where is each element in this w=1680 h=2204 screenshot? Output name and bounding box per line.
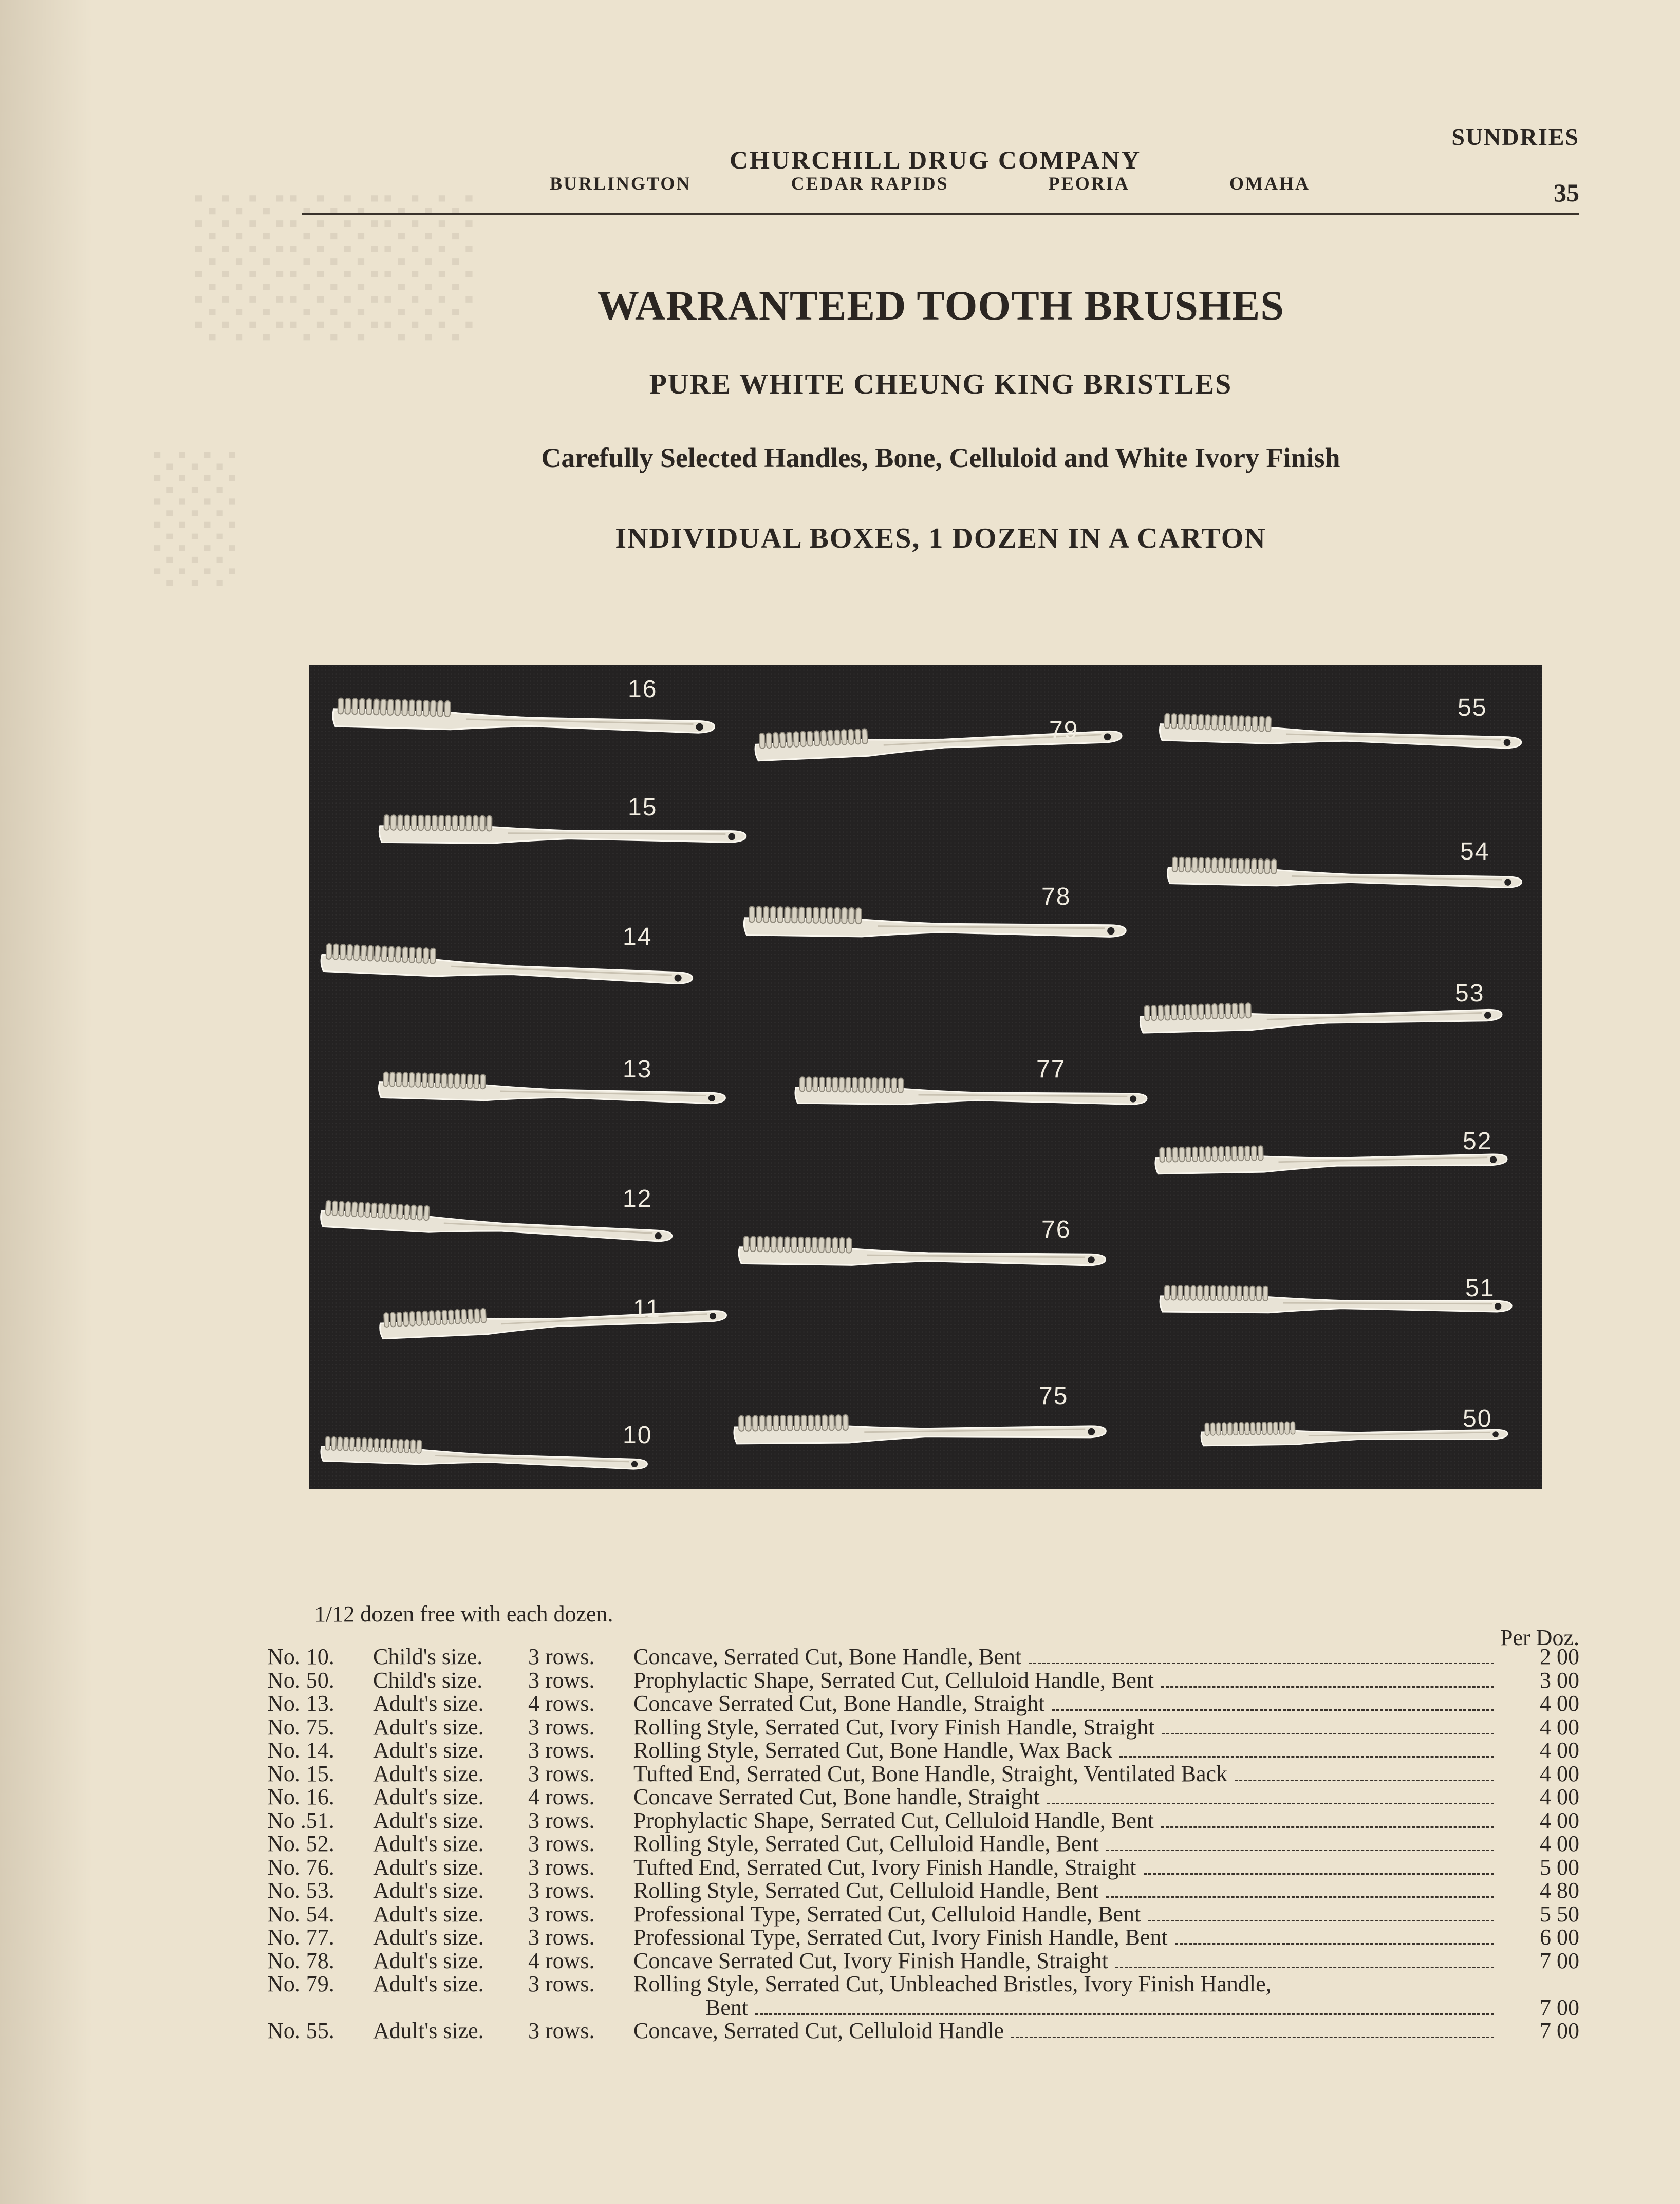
item-rows: 3 rows. xyxy=(528,1901,595,1927)
dotted-leader xyxy=(1161,1672,1494,1688)
item-rows: 4 rows. xyxy=(528,1691,595,1716)
item-size: Adult's size. xyxy=(373,1971,484,1996)
price-row xyxy=(267,1715,1579,1739)
toothbrush-illustration xyxy=(375,1071,731,1118)
item-size: Adult's size. xyxy=(373,1948,484,1973)
dotted-leader xyxy=(1235,1765,1494,1781)
item-price: 7 00 xyxy=(1540,1994,1579,2020)
dotted-leader xyxy=(1052,1695,1494,1711)
toothbrush-illustration xyxy=(740,905,1131,953)
dotted-leader xyxy=(1106,1882,1494,1898)
city-name: OMAHA xyxy=(1229,173,1310,194)
page-subtitle: PURE WHITE CHEUNG KING BRISTLES xyxy=(649,368,1233,400)
dotted-leader xyxy=(1115,1952,1494,1968)
item-number: No. 50. xyxy=(267,1667,334,1693)
item-description: Concave, Serrated Cut, Celluloid Handle xyxy=(633,2018,1004,2043)
item-number: No. 16. xyxy=(267,1784,334,1809)
item-rows: 4 rows. xyxy=(528,1784,595,1809)
price-row xyxy=(267,2019,1579,2043)
company-name: CHURCHILL DRUG COMPANY xyxy=(730,145,1142,174)
item-number: No. 78. xyxy=(267,1948,334,1973)
item-rows: 3 rows. xyxy=(528,1807,595,1833)
item-rows: 3 rows. xyxy=(528,1714,595,1740)
dotted-leader xyxy=(1119,1742,1494,1758)
item-number: No. 55. xyxy=(267,2018,334,2043)
brush-number-label: 14 xyxy=(623,923,652,950)
price-row xyxy=(267,1692,1579,1715)
price-row xyxy=(267,1949,1579,1973)
item-rows: 3 rows. xyxy=(528,1667,595,1693)
brush-number-label: 10 xyxy=(623,1422,652,1449)
item-price: 6 00 xyxy=(1540,1925,1579,1950)
item-description: Concave, Serrated Cut, Bone Handle, Bent xyxy=(633,1644,1022,1669)
header-rule xyxy=(302,213,1579,215)
toothbrush-illustration xyxy=(1156,1284,1517,1327)
item-size: Child's size. xyxy=(373,1644,483,1669)
brush-number-label: 15 xyxy=(628,794,658,821)
item-size: Adult's size. xyxy=(373,1691,484,1716)
dotted-leader xyxy=(1161,1812,1494,1828)
dotted-leader xyxy=(1175,1929,1494,1945)
toothbrush-illustration xyxy=(731,1412,1111,1456)
item-rows: 3 rows. xyxy=(528,1925,595,1950)
item-price: 4 00 xyxy=(1540,1738,1579,1763)
item-price: 7 00 xyxy=(1540,1948,1579,1973)
price-row xyxy=(267,1902,1579,1926)
brush-number-label: 77 xyxy=(1036,1056,1066,1083)
item-price: 4 00 xyxy=(1540,1761,1579,1786)
price-list xyxy=(267,1645,1579,2043)
item-rows: 3 rows. xyxy=(528,1761,595,1786)
dotted-leader xyxy=(1029,1648,1494,1664)
bleed-through-mark: ░░░ xyxy=(195,188,479,335)
brush-number-label: 53 xyxy=(1455,980,1485,1007)
item-description: Professional Type, Serrated Cut, Ivory Finish Handle, Bent xyxy=(633,1925,1168,1950)
item-price: 5 00 xyxy=(1540,1854,1579,1880)
item-description: Prophylactic Shape, Serrated Cut, Celluloid Handle, Bent xyxy=(633,1807,1154,1833)
item-rows: 3 rows. xyxy=(528,2018,595,2043)
city-name: CEDAR RAPIDS xyxy=(791,173,949,194)
item-rows: 3 rows. xyxy=(528,1854,595,1880)
item-description: Professional Type, Serrated Cut, Celluloid Handle, Bent xyxy=(633,1901,1141,1927)
price-row xyxy=(267,1856,1579,1879)
item-description: Rolling Style, Serrated Cut, Unbleached Bristles, Ivory Finish Handle, xyxy=(633,1971,1272,1996)
item-price: 3 00 xyxy=(1540,1667,1579,1693)
item-description: Rolling Style, Serrated Cut, Bone Handle, Wax Back xyxy=(633,1738,1112,1763)
branch-cities xyxy=(550,173,1310,194)
toothbrush-illustration xyxy=(376,1297,732,1351)
brush-number-label: 11 xyxy=(633,1295,661,1322)
item-size: Child's size. xyxy=(373,1667,483,1693)
price-row xyxy=(267,1972,1579,2019)
brush-number-label: 12 xyxy=(623,1185,652,1212)
item-number: No .51. xyxy=(267,1807,334,1833)
dotted-leader xyxy=(1144,1859,1494,1875)
item-size: Adult's size. xyxy=(373,1784,484,1809)
item-description: Tufted End, Serrated Cut, Bone Handle, Straight, Ventilated Back xyxy=(633,1761,1228,1786)
item-number: No. 52. xyxy=(267,1831,334,1856)
item-rows: 4 rows. xyxy=(528,1948,595,1973)
toothbrush-illustration xyxy=(1152,1141,1512,1186)
price-column-header: Per Doz. xyxy=(1500,1625,1579,1650)
toothbrush-illustration xyxy=(376,814,751,857)
item-size: Adult's size. xyxy=(373,1901,484,1927)
item-number: No. 76. xyxy=(267,1854,334,1880)
item-price: 4 00 xyxy=(1540,1691,1579,1716)
item-price: 4 00 xyxy=(1540,1831,1579,1856)
item-price: 4 80 xyxy=(1540,1878,1579,1903)
brush-number-label: 76 xyxy=(1041,1216,1071,1243)
item-price: 5 50 xyxy=(1540,1901,1579,1927)
page-tagline: Carefully Selected Handles, Bone, Celluloid and White Ivory Finish xyxy=(541,442,1340,473)
item-number: No. 13. xyxy=(267,1691,334,1716)
dotted-leader xyxy=(1148,1906,1494,1921)
item-number: No. 77. xyxy=(267,1925,334,1950)
brush-number-label: 54 xyxy=(1460,838,1490,865)
item-number: No. 10. xyxy=(267,1644,334,1669)
brush-number-label: 16 xyxy=(628,676,658,703)
item-rows: 3 rows. xyxy=(528,1878,595,1903)
price-row xyxy=(267,1739,1579,1762)
item-description: Prophylactic Shape, Serrated Cut, Celluloid Handle, Bent xyxy=(633,1667,1154,1693)
free-goods-note: 1/12 dozen free with each dozen. xyxy=(314,1601,613,1627)
city-name: BURLINGTON xyxy=(550,173,692,194)
price-row xyxy=(267,1785,1579,1809)
item-size: Adult's size. xyxy=(373,1854,484,1880)
toothbrush-illustration xyxy=(792,1076,1152,1119)
brush-number-label: 13 xyxy=(623,1056,652,1083)
item-number: No. 53. xyxy=(267,1878,334,1903)
brush-number-label: 50 xyxy=(1463,1405,1492,1432)
dotted-leader xyxy=(1106,1835,1494,1851)
item-price: 4 00 xyxy=(1540,1714,1579,1740)
brush-number-label: 78 xyxy=(1041,883,1071,910)
item-rows: 3 rows. xyxy=(528,1644,595,1669)
item-number: No. 54. xyxy=(267,1901,334,1927)
item-size: Adult's size. xyxy=(373,1714,484,1740)
brush-number-label: 79 xyxy=(1049,717,1079,744)
toothbrush-illustration xyxy=(318,1435,652,1483)
brush-number-label: 52 xyxy=(1463,1128,1492,1155)
item-rows: 3 rows. xyxy=(528,1971,595,1996)
dotted-leader xyxy=(1047,1788,1494,1804)
item-size: Adult's size. xyxy=(373,1761,484,1786)
item-size: Adult's size. xyxy=(373,1831,484,1856)
dotted-leader xyxy=(755,1999,1494,2015)
price-row xyxy=(267,1645,1579,1669)
price-row xyxy=(267,1809,1579,1833)
price-row xyxy=(267,1832,1579,1856)
brush-number-label: 75 xyxy=(1039,1383,1069,1410)
item-price: 7 00 xyxy=(1540,2018,1579,2043)
item-price: 4 00 xyxy=(1540,1807,1579,1833)
item-size: Adult's size. xyxy=(373,1878,484,1903)
dotted-leader xyxy=(1011,2022,1494,2038)
price-row xyxy=(267,1926,1579,1949)
item-number: No. 75. xyxy=(267,1714,334,1740)
dotted-leader xyxy=(1162,1719,1494,1734)
item-description: Rolling Style, Serrated Cut, Celluloid Handle, Bent xyxy=(633,1878,1099,1903)
page-number: 35 xyxy=(1554,178,1579,207)
city-name: PEORIA xyxy=(1048,173,1130,194)
item-size: Adult's size. xyxy=(373,1925,484,1950)
brush-number-label: 51 xyxy=(1465,1275,1495,1302)
bleed-through-mark: ░ xyxy=(154,444,242,581)
item-description-continued: Bent xyxy=(705,1994,749,2020)
item-size: Adult's size. xyxy=(373,1807,484,1833)
price-row xyxy=(267,1762,1579,1786)
price-row xyxy=(267,1879,1579,1902)
packaging-note: INDIVIDUAL BOXES, 1 DOZEN IN A CARTON xyxy=(615,522,1266,554)
item-description: Concave Serrated Cut, Ivory Finish Handle, Straight xyxy=(633,1948,1108,1973)
page-edge-shadow xyxy=(0,0,92,2204)
item-number: No. 15. xyxy=(267,1761,334,1786)
toothbrush-illustration xyxy=(329,697,720,749)
toothbrush-photograph xyxy=(309,665,1542,1489)
item-number: No. 79. xyxy=(267,1971,334,1996)
item-number: No. 14. xyxy=(267,1738,334,1763)
item-description: Tufted End, Serrated Cut, Ivory Finish Handle, Straight xyxy=(633,1854,1136,1880)
page-title: WARRANTEED TOOTH BRUSHES xyxy=(597,282,1284,329)
price-row xyxy=(267,1669,1579,1692)
item-description: Concave Serrated Cut, Bone Handle, Straight xyxy=(633,1691,1045,1716)
item-price: 4 00 xyxy=(1540,1784,1579,1809)
item-rows: 3 rows. xyxy=(528,1738,595,1763)
section-label: SUNDRIES xyxy=(1451,124,1579,150)
item-rows: 3 rows. xyxy=(528,1831,595,1856)
toothbrush-illustration xyxy=(1136,995,1507,1045)
item-size: Adult's size. xyxy=(373,2018,484,2043)
item-description: Concave Serrated Cut, Bone handle, Straight xyxy=(633,1784,1040,1809)
item-description: Rolling Style, Serrated Cut, Ivory Finish Handle, Straight xyxy=(633,1714,1155,1740)
item-size: Adult's size. xyxy=(373,1738,484,1763)
item-description: Rolling Style, Serrated Cut, Celluloid Handle, Bent xyxy=(633,1831,1099,1856)
item-price: 2 00 xyxy=(1540,1644,1579,1669)
brush-number-label: 55 xyxy=(1458,694,1487,721)
